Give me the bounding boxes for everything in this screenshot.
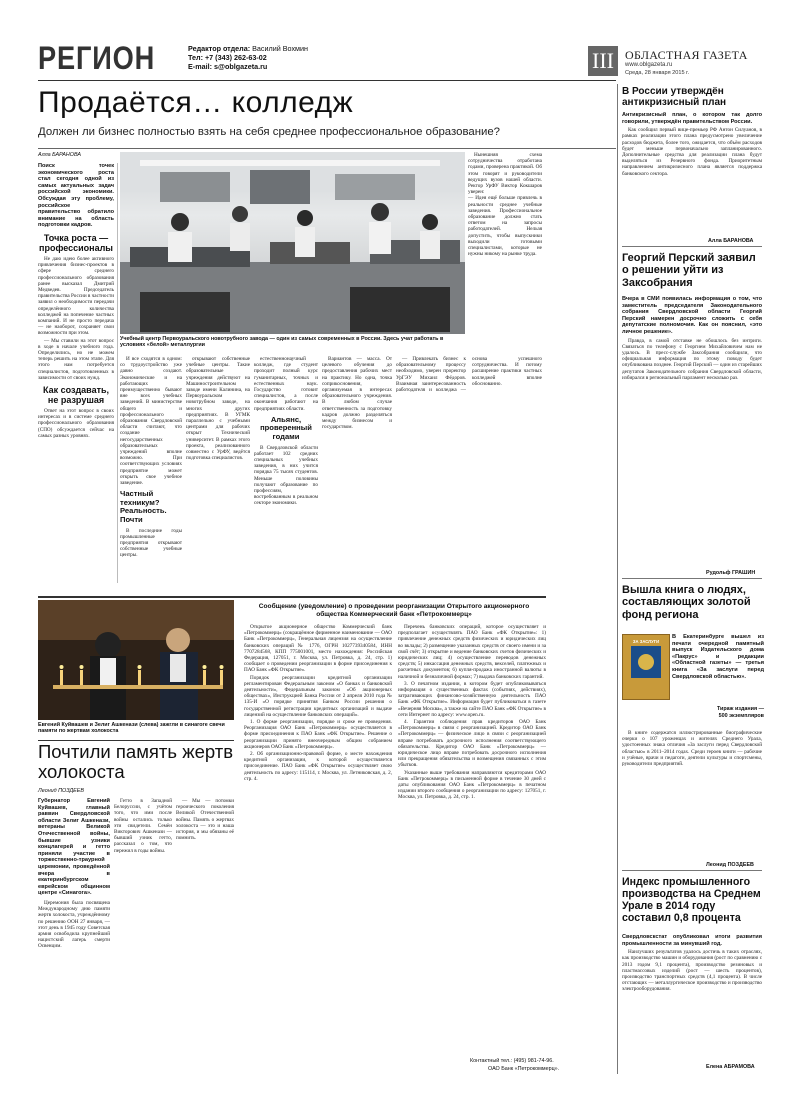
book-medal-icon — [623, 644, 669, 684]
sidebar-a2-paragraph: Правда, в самой отставке не обошлось без интриги. Связаться по телефону с Георгием Михайловичем нам не удалось. В пресс-службе Заксобрания сообщили, что официальная информация по этому поводу будет опубликована позднее. Георгий Перский — один из старейших депутатов Законодательного собрания Свердловской области, избирался в региональный парламент несколько раз. — [622, 337, 762, 381]
holocaust-paragraph: Гетто в Западной Белоруссии, с учётом того, что ими после войны остались только эти свидетели. Семён Викторович Ашкенази — бывший узник гетто, рассказал о том, что пережил в годы войны. — [114, 798, 172, 854]
holocaust-col-1 — [38, 798, 110, 1060]
notice-paragraph: 3. О печатном издании, в котором будет опубликовываться информация о существенных фактах (событиях, действиях), затрагивающих финансово-хозяйственную деятельность ПАО Банк «ФК Открытие». Информация будет публиковаться в газете «Вечерняя Москва», а также на сайте ПАО Банк «ФК Открытие» в сети Интернет по адресу: www.open.ru. — [398, 680, 546, 718]
masthead-rule — [38, 80, 616, 81]
holocaust-col-2 — [114, 798, 172, 1060]
main-paragraph: открывают собственные учебные центры. Такие образовательные учреждения действуют на Машиностроительном заводе имени Калинина, на Первоуральском новотрубном заводе, на многих других предприятиях. В УГМК параллельно с учебными центрами для рабочих открыт Технический университет. В рамках этого проекта, реализованного совместно с УрФУ, ведётся подготовка специалистов. — [186, 356, 250, 462]
notice-paragraph: 4. Гарантии соблюдения прав кредиторов ОАО Банк «Петрокоммерц» в связи с реорганизацией. Кредитор ОАО Банк «Петрокоммерц» — физическое лицо в связи с реорганизацией вправе потребовать досрочного исполнения соответствующего обязательства. Кредитор ОАО Банк «Петрокоммерц» — юридическое лицо вправе потребовать досрочного исполнения или прекращения обязательства и возмещения связанных с этим убытков. — [398, 719, 546, 769]
editor-label: Редактор отдела: — [188, 44, 251, 53]
subheading-create: Как создавать, не разрушая — [42, 385, 110, 405]
main-paragraph: Нынешняя схема сотрудничества отработана годами, проверена практикой. Об этом говорят и руководители ведущих вузов нашей области. Ректор УрФУ Виктор Кокшаров уверен: — Идея ещё больше привлечь в реальности среднее учебные заведения. Профессиональное образование должно стать ответом на запросы работодателей. Нельзя допустить, чтобы выпускники выходили готовыми специалистами, которые не нужны никому на рынке труда. — [468, 152, 542, 258]
sidebar-a1-author: Алла БАРАНОВА — [708, 238, 754, 244]
section-title: РЕГИОН — [38, 40, 156, 76]
sidebar-a2-title: Георгий Перский заявил о решении уйти из Заксобрания — [622, 252, 756, 289]
main-article-title: Продаётся… колледж — [38, 86, 354, 119]
sidebar-a3-body — [622, 730, 762, 858]
notice-paragraph: Открытое акционерное общество Коммерческий банк «Петрокоммерц» (сокращённое фирменное наименование — ОАО Банк «Петрокоммерц», Генеральная лицензия на осуществление банковских операций № 1776, ОГРН 1027739340584, ИНН 7707284568, КПП 775001001, место нахождения: Российская Федерация, 127051, г. Москва, ул. Петровка, д. 24, стр. 1) сообщает о проведении реорганизации в форме присоединения к ПАО Банк «ФК Открытие». — [244, 624, 392, 674]
holocaust-paragraph: Церемония была посвящена Международному дню памяти жертв холокоста, учреждённому по решению ООН 27 января, — этот день в 1945 году Советская армия освободила крупнейший нацистский лагерь смерти Освенцим. — [38, 899, 110, 950]
main-paragraph: — Привлекать бизнес к образовательному процессу необходимо, уверен проректор УрГЭУ Михаил Фёдоров. Взаимная заинтересованность работодателя и колледжа — основа успешного сотрудничества. И потому расширение практики частных колледжей вполне обоснованно. — [396, 356, 542, 394]
main-lead: Поиск точек экономического роста стал сегодня одной из самых актуальных задач российской экономики. Обсуждая эту проблему, российское правительство обратило внимание на область подготовки кадров. — [38, 163, 114, 229]
tiraj-block — [712, 706, 764, 719]
tiraj-value: 500 экземпляров — [718, 712, 764, 719]
sidebar-a2-lead: Вчера в СМИ появилась информация о том, что заместитель председателя Законодательного собрания Свердловской области Георгий Перский намерен досрочно сложить с себя депутатские полномочия. Как он пояснил, «это личное решение». — [622, 296, 762, 335]
main-paragraph: В Свердловской области работает 102 средних специальных учебных заведения, в них учится порядка 75 тысяч студентов. Меньше половины получают образование по профессиям, востребованным в реальном секторе экономики. — [254, 444, 318, 507]
synagogue-photo — [38, 600, 234, 720]
book-cover — [622, 634, 670, 700]
sidebar-a2-body — [622, 296, 762, 566]
main-paragraph: В последние годы промышленные предприятия открывают собственные учебные центры. — [120, 527, 182, 559]
book-cover-title: ЗА ЗАСЛУГИ — [632, 639, 660, 644]
main-paragraph: И все сходятся в одном: со трудоустройство уже давно создают. Экономические и на работающих преимущественно бывают вне всех учебных заведений. В министерстве общего и профессионального образования Свердловской области считают, что создание негосударственных образовательных учреждений вполне возможно. При соответствующих условиях предприятие может открыть свое учебное заведение. — [120, 356, 182, 487]
sidebar-a1-title: В России утверждён антикризисный план — [622, 86, 727, 108]
paper-name: ОБЛАСТНАЯ ГАЗЕТА — [625, 48, 748, 62]
page-number-box: III — [588, 46, 618, 76]
holocaust-paragraph: — Мы — потомки героического поколения Великой Отечественной войны. Память о жертвах холокоста — это и наша история, и мы обязаны её помнить. — [176, 798, 234, 842]
paper-site: www.oblgazeta.ru — [625, 62, 673, 68]
main-paragraph: Не даю идею более активного привлечения бизнес-проектов в сфере среднего профессионального образования ранее высказал Дмитрий Медведев. Председатель правительства России в частности заявил о необходимости передачи определённого количества колледжей на попечение частных компаний. И не просто передача — не наоборот, сохраняет свои возможности при этом. — [38, 255, 114, 337]
sidebar-rule-3 — [622, 870, 762, 871]
notice-paragraph: 2. Об организационно-правовой форме, о месте нахождения кредитной организации, к которой осуществляется присоединение. ПАО Банк «ФК Открытие» осуществляет свою деятельность по адресу: 115114, г. Москва, ул. Летниковская, д. 2, стр. 4. — [244, 751, 392, 782]
holocaust-col-3 — [176, 798, 234, 1060]
main-col-3 — [120, 356, 182, 592]
sidebar-a4-author: Елена АБРАМОВА — [706, 1064, 755, 1070]
notice-paragraph: Порядок реорганизации кредитной организации регламентирован Федеральным законом «О банках и банковской деятельности», Федеральным законом «Об акционерных обществах», Инструкцией Банка России от 2 апреля 2010 года № 135-И «О порядке принятия Банком России решения о государственной регистрации кредитных организаций и выдаче лицензий на осуществление банковских операций». — [244, 674, 392, 718]
sidebar-a4-body — [622, 934, 762, 1064]
candles-scene — [38, 600, 234, 720]
main-article-bottom-rule — [38, 596, 546, 598]
notice-paragraph: Перечень банковских операций, которое осуществляет и предполагает осуществлять ПАО Банк «ФК Открытие»: 1) привлечение денежных средств физических и юридических лиц во вклады; 2) размещение указанных средств от своего имени и за свой счёт; 3) открытие и ведение банковских счетов физических и юридических лиц; 4) осуществление переводов денежных средств; 5) инкассация денежных средств, векселей, платежных и расчетных документов; 6) купля-продажа иностранной валюты в наличной и безналичной формах; 7) выдача банковских гарантий. — [398, 624, 546, 680]
main-article-subtitle: Должен ли бизнес полностью взять на себя среднее профессиональное образование? — [38, 126, 501, 138]
sidebar-a4-title: Индекс промышленного производства на Среднем Урале в 2014 году составил 0,8 процента — [622, 876, 761, 924]
main-paragraph: — Мы ставили на этот вопрос в ходе в начале учебного года. Определились, но не можем теперь решить на этом этапе. Для этого нам потребуется специалистов, подготовленных в зависимости от своих нужд. — [38, 337, 114, 381]
notice-contact: Контактный тел.: (495) 981-74-96. — [470, 1058, 554, 1064]
sidebar-a4-lead: Свердловскстат опубликовал итоги развития промышленности за минувший год. — [622, 934, 762, 947]
subheading-growth: Точка роста — профессионалы — [39, 232, 113, 253]
sidebar-rule-2 — [622, 578, 762, 579]
sidebar-a2-author: Рудольф ГРАШИН — [706, 570, 756, 576]
bank-notice-title: Сообщение (уведомление) о проведении реорганизации Открытого акционерного общества Коммерческий банк «Петрокоммерц» — [258, 603, 530, 618]
main-col-6 — [322, 356, 392, 592]
notice-signature: ОАО Банк «Петрокоммерц». — [488, 1066, 560, 1072]
subtitle-rule — [38, 148, 616, 149]
sidebar-a1-paragraph: Как сообщил первый вице-премьер РФ Антон Силуанов, в рамках реализации этого плана предусмотрено увеличение расходов бюджета, более того, ожидается, что объём расходов будет меньше первоначально запланированного. Дополнительные средства для реализации плана будут выделяться из Резервного фонда. Приоритетным направлением антикризисного плана является поддержка банковского сектора. — [622, 127, 762, 177]
sidebar-a3-author: Леонид ПОЗДЕЕВ — [706, 862, 754, 868]
editor-email: E-mail: s@oblgazeta.ru — [188, 62, 268, 71]
main-paragraph: Вариантов — масса. От целевого обучения до предоставления рабочих мест на практику. Но одна, точка соприкосновения, организуемая в интересах образовательного учреждения. В любом случае ответственность за подготовку кадров должно разделяться между бизнесом и государством. — [322, 356, 392, 431]
tiraj-label: Тираж издания — — [716, 706, 764, 712]
bank-notice-col-1 — [244, 624, 392, 1064]
sidebar-a3-paragraph: В книге содержатся иллюстрированные биографические очерки о 107 уроженцах и жителях Среднего Урала, удостоенных знака отличия «За заслуги перед Свердловской областью» в 2011–2014 годах. Среди героев книги — рабочие и учёные, врачи и педагоги, деятели культуры и спортсмены, руководители предприятий. — [622, 730, 762, 768]
main-article-author: Алла БАРАНОВА — [38, 152, 81, 158]
notice-paragraph: 1. О форме реорганизации, порядке и сроке ее проведения. Реорганизация ОАО Банк «Петрокоммерц» осуществляется в форме присоединения к ПАО Банк «ФК Открытие». Решение о реорганизации принято внеочередным общим собранием акционеров ОАО Банк «Петрокоммерц». — [244, 719, 392, 750]
main-col-7b — [396, 356, 542, 592]
main-col-1 — [38, 163, 114, 593]
classroom-scene — [120, 152, 465, 334]
college-photo-caption: Учебный центр Первоуральского новотрубного завода — один из самых современных в России. Здесь учат работать в условиях «белой» металлургии — [120, 336, 444, 349]
main-col-4 — [186, 356, 250, 592]
sidebar-a4-paragraph: Наилучших результатов удалось достичь в таких отраслях, как производство машин и оборудования (рост по сравнению с 2013 годом 9,1 процента), производство резиновых и пластмассовых изделий (рост — шесть процентов), производство транспортных средств (4,1 процента). В числе отстающих — металлургическое производство и производство электрооборудования. — [622, 949, 762, 993]
holocaust-article-title: Почтили память жертв холокоста — [38, 741, 234, 782]
sidebar-a1-body — [622, 112, 762, 232]
subheading-private: Частный техникум? Реальность. Почти — [120, 489, 167, 525]
sidebar-divider — [617, 84, 618, 1074]
editor-name: Василий Вохмин — [252, 44, 308, 53]
main-paragraph: Ответ на этот вопрос в своих интересах и в системе среднего профессионального образования (СПО) обсуждается сейчас на самых разных уровнях. — [38, 408, 114, 439]
editor-block — [188, 44, 308, 71]
sidebar-a3-title: Вышла книга о людях, составляющих золотой фонд региона — [622, 584, 751, 621]
column-divider — [117, 163, 118, 583]
sidebar-a3-lead: В Екатеринбурге вышел из печати очередной памятный выпуск Издательского дома «Пакрус» и редакции «Областной газеты» — третья книга «За заслуги перед Свердловской областью». — [672, 634, 764, 680]
holocaust-lead: Губернатор Евгений Куйвашев, главный раввин Свердловской области Зелиг Ашкенази, ветераны Великой Отечественной войны, бывшие узники концлагерей и гетто приняли участие в торжественно-траурной церемонии, проведённой вчера в екатеринбургском еврейском общинном центре «Синагога». — [38, 798, 110, 897]
sidebar-a1-lead: Антикризисный план, о котором так долго говорили, утверждён правительством России. — [622, 112, 762, 125]
holocaust-article-author: Леонид ПОЗДЕЕВ — [38, 788, 84, 794]
bank-notice-col-2 — [398, 624, 546, 1054]
main-col-5 — [254, 356, 318, 592]
sidebar-rule-1 — [622, 246, 762, 247]
synagogue-photo-caption: Евгений Куйвашев и Зелиг Ашкенази (слева) зажгли в синагоге свечи памяти по жертвам холокоста — [38, 722, 225, 735]
college-training-photo — [120, 152, 465, 334]
paper-date: Среда, 28 января 2015 г. — [625, 70, 690, 76]
notice-paragraph: Указанные выше требования направляются кредиторами ОАО Банк «Петрокоммерц» в письменной форме в течение 30 дней с даты опубликования ОАО Банк «Петрокоммерц» в печатном издании второго сообщения о реорганизации по адресу: 127051, г. Москва, ул. Петровка, д. 24, стр. 1. — [398, 769, 546, 801]
subheading-alliance: Альянс, проверенный годами — [260, 414, 312, 442]
main-col-7 — [468, 152, 542, 337]
sidebar-a3-lead-block — [672, 634, 764, 698]
main-paragraph: естественнонаучный колледж, где студент проходит полный курс гуманитарных, точных и естественных наук. Государство готовит специалистов, а после окончания работают на предприятиях области. — [254, 356, 318, 412]
editor-phone: Тел: +7 (343) 262-63-02 — [188, 53, 267, 62]
